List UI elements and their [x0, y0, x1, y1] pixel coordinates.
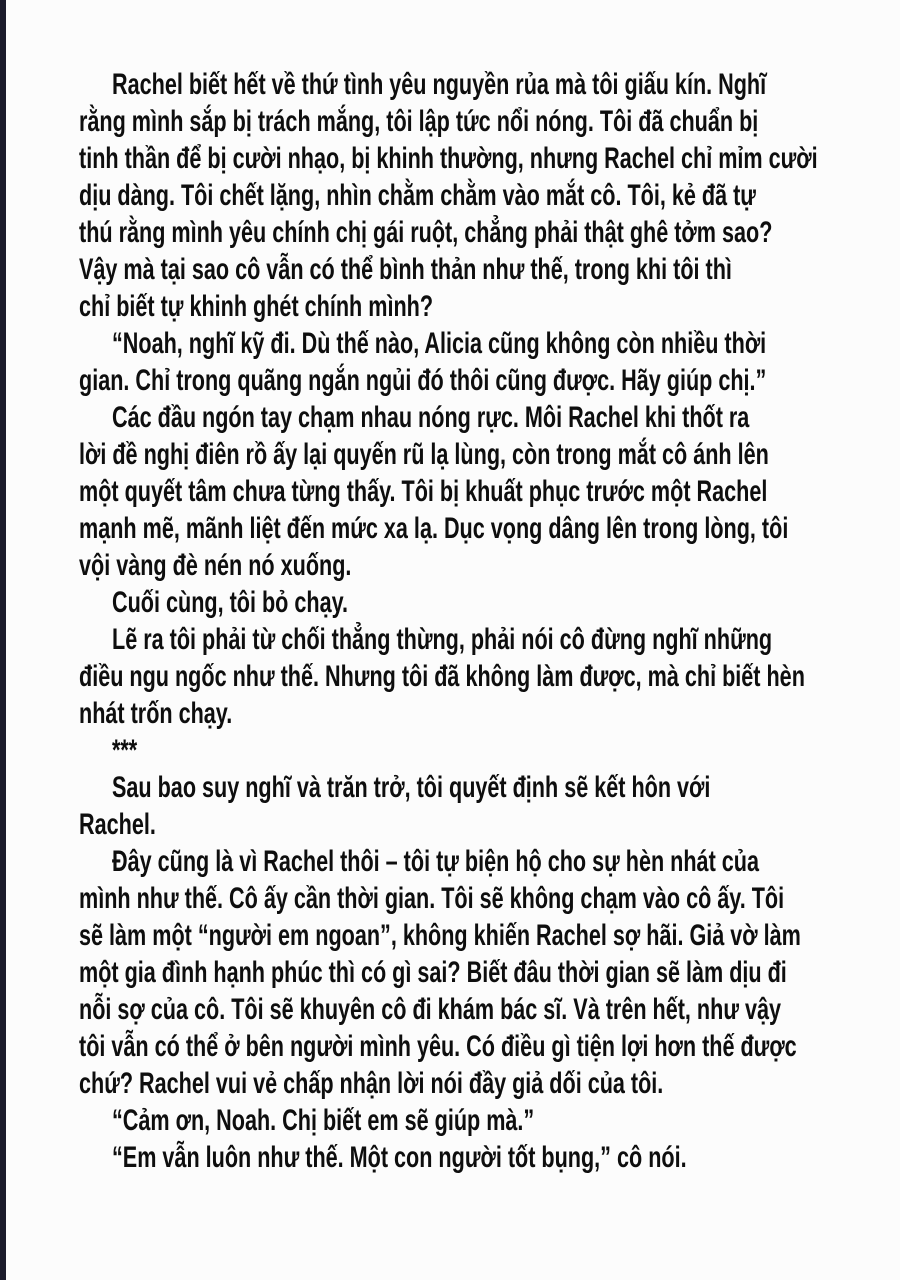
text-line — [79, 1139, 900, 1176]
text-line — [79, 288, 900, 325]
paragraph — [79, 621, 900, 732]
text-line-content: điều ngu ngốc như thế. Nhưng tôi đã không làm được, mà chỉ biết hèn — [79, 660, 805, 693]
text-line-content: Rachel biết hết về thứ tình yêu nguyền rủa mà tôi giấu kín. Nghĩ — [112, 68, 767, 101]
text-line-content: “Noah, nghĩ kỹ đi. Dù thế nào, Alicia cũng không còn nhiều thời — [112, 327, 767, 360]
text-line-content: một gia đình hạnh phúc thì có gì sai? Biết đâu thời gian sẽ làm dịu đi — [79, 956, 787, 989]
text-line-content: “Em vẫn luôn như thế. Một con người tốt bụng,” cô nói. — [112, 1141, 687, 1174]
text-line — [79, 510, 900, 547]
text-line — [79, 806, 900, 843]
text-line-content: tôi vẫn có thể ở bên người mình yêu. Có điều gì tiện lợi hơn thế được — [79, 1030, 797, 1063]
text-line-content: “Cảm ơn, Noah. Chị biết em sẽ giúp mà.” — [112, 1104, 535, 1137]
text-line-content: sẽ làm một “người em ngoan”, không khiến Rachel sợ hãi. Giả vờ làm — [79, 919, 801, 952]
text-line — [79, 436, 900, 473]
text-line-content: Lẽ ra tôi phải từ chối thẳng thừng, phải nói cô đừng nghĩ những — [112, 623, 773, 656]
text-line — [79, 732, 900, 769]
text-line — [79, 917, 900, 954]
novel-page — [6, 0, 900, 1280]
text-line — [79, 399, 900, 436]
section-divider — [79, 732, 900, 769]
text-line-content: rằng mình sắp bị trách mắng, tôi lập tức nổi nóng. Tôi đã chuẩn bị — [79, 105, 759, 138]
text-line — [79, 362, 900, 399]
text-line — [79, 584, 900, 621]
text-line-content: Sau bao suy nghĩ và trăn trở, tôi quyết định sẽ kết hôn với — [112, 771, 711, 804]
text-line-content: Các đầu ngón tay chạm nhau nóng rực. Môi Rachel khi thốt ra — [112, 401, 750, 434]
text-line-content: *** — [112, 734, 138, 767]
text-line-content: gian. Chỉ trong quãng ngắn ngủi đó thôi cũng được. Hãy giúp chị.” — [79, 364, 767, 397]
text-line-content: nỗi sợ của cô. Tôi sẽ khuyên cô đi khám bác sĩ. Và trên hết, như vậy — [79, 993, 781, 1026]
paragraph — [79, 325, 900, 399]
text-line — [79, 325, 900, 362]
text-line — [79, 140, 900, 177]
text-line — [79, 251, 900, 288]
text-line — [79, 658, 900, 695]
paragraph — [79, 1102, 900, 1139]
text-line — [79, 991, 900, 1028]
text-line-content: chứ? Rachel vui vẻ chấp nhận lời nói đầy giả dối của tôi. — [79, 1067, 664, 1100]
text-line — [79, 1028, 900, 1065]
text-line — [79, 66, 900, 103]
paragraph — [79, 843, 900, 1102]
text-line-content: dịu dàng. Tôi chết lặng, nhìn chằm chằm vào mắt cô. Tôi, kẻ đã tự — [79, 179, 756, 212]
text-line — [79, 695, 900, 732]
text-line — [79, 621, 900, 658]
text-line-content: tinh thần để bị cười nhạo, bị khinh thường, nhưng Rachel chỉ mỉm cười — [79, 142, 818, 175]
text-line-content: thú rằng mình yêu chính chị gái ruột, chẳng phải thật ghê tởm sao? — [79, 216, 773, 249]
text-line — [79, 473, 900, 510]
text-line — [79, 843, 900, 880]
text-line-content: vội vàng đè nén nó xuống. — [79, 549, 352, 582]
text-line — [79, 547, 900, 584]
text-line — [79, 177, 900, 214]
paragraph — [79, 1139, 900, 1176]
text-line — [79, 1102, 900, 1139]
novel-text-block — [79, 66, 900, 1176]
text-line-content: Đây cũng là vì Rachel thôi – tôi tự biện hộ cho sự hèn nhát của — [112, 845, 759, 878]
text-line — [79, 103, 900, 140]
text-line-content: Vậy mà tại sao cô vẫn có thể bình thản như thế, trong khi tôi thì — [79, 253, 732, 286]
text-line-content: lời đề nghị điên rồ ấy lại quyến rũ lạ lùng, còn trong mắt cô ánh lên — [79, 438, 769, 471]
text-line-content: chỉ biết tự khinh ghét chính mình? — [79, 290, 434, 323]
text-line — [79, 880, 900, 917]
text-line — [79, 1065, 900, 1102]
text-line-content: nhát trốn chạy. — [79, 697, 233, 730]
text-line — [79, 954, 900, 991]
paragraph — [79, 66, 900, 325]
text-line — [79, 769, 900, 806]
paragraph — [79, 769, 900, 843]
paragraph — [79, 399, 900, 584]
paragraph — [79, 584, 900, 621]
text-line-content: mình như thế. Cô ấy cần thời gian. Tôi sẽ không chạm vào cô ấy. Tôi — [79, 882, 785, 915]
text-line-content: một quyết tâm chưa từng thấy. Tôi bị khuất phục trước một Rachel — [79, 475, 768, 508]
text-line-content: Cuối cùng, tôi bỏ chạy. — [112, 586, 349, 619]
text-line-content: mạnh mẽ, mãnh liệt đến mức xa lạ. Dục vọng dâng lên trong lòng, tôi — [79, 512, 789, 545]
text-line — [79, 214, 900, 251]
text-line-content: Rachel. — [79, 808, 156, 841]
